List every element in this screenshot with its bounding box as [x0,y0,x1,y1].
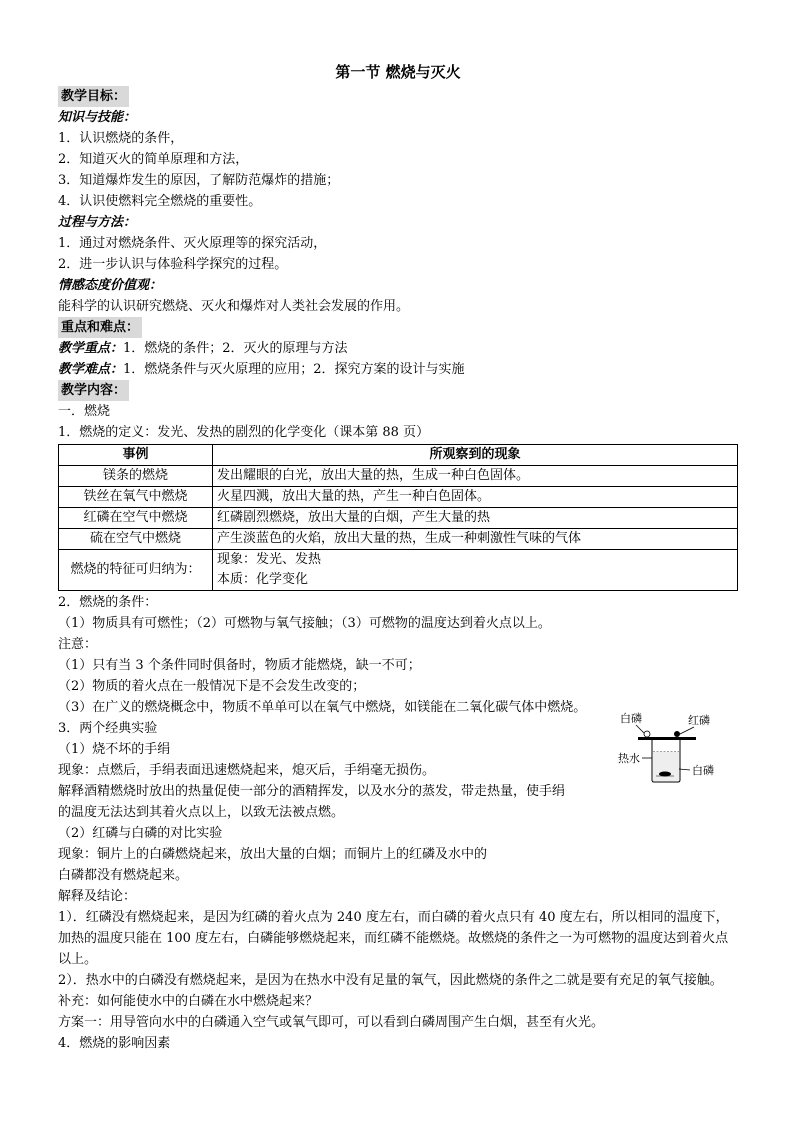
table-cell: 镁条的燃烧 [59,466,213,487]
process-item: 2．进一步认识与体验科学探究的过程。 [58,257,288,272]
difficult-text: 1．燃烧条件与灭火原理的应用；2．探究方案的设计与实施 [123,362,465,377]
table-cell: 火星四溅，放出大量的热，产生一种白色固体。 [213,487,738,508]
summary-cell [213,550,738,591]
white-phosphorus-on-plate [644,731,650,737]
supplement-line: 补充：如何能使水中的白磷在水中燃烧起来？ [58,994,319,1009]
table-row [59,466,738,487]
note-item: （3）在广义的燃烧概念中，物质不单单可以在氧气中燃烧，如镁能在二氧化碳气体中燃烧。 [58,700,587,715]
summary-label: 燃烧的特征可归纳为： [59,550,213,591]
table-header-cell: 事例 [59,445,213,466]
experiment-1-title: （1）烧不坏的手绢 [58,742,171,757]
knowledge-item: 2．知道灭火的简单原理和方法， [58,152,249,167]
key-text: 1．燃烧的条件；2．灭火的原理与方法 [123,341,348,356]
table-header-row [59,445,738,466]
conditions-heading: 2．燃烧的条件： [58,595,158,610]
experiments-heading: 3．两个经典实验 [58,721,158,736]
difficult-label: 教学难点： [58,362,124,377]
experiment-1-explain: 解释酒精燃烧时放出的热量促使一部分的酒精挥发，以及水分的蒸发，带走热量，使手绢 [58,784,566,799]
section-1-heading: 一．燃烧 [58,404,111,419]
emotion-text: 能科学的认识研究燃烧、灭火和爆炸对人类社会发展的作用。 [58,299,410,314]
table-row [59,508,738,529]
knowledge-item: 3．知道爆炸发生的原因，了解防范爆炸的措施； [58,173,340,188]
table-cell: 产生淡蓝色的火焰，放出大量的热，生成一种刺激性气味的气体 [213,529,738,550]
combustion-table [58,444,738,591]
summary-line: 现象：发光、发热 [217,552,322,567]
table-header-cell: 所观察到的现象 [213,445,738,466]
summary-line: 本质：化学变化 [217,572,309,587]
process-heading: 过程与方法： [58,215,137,230]
process-item: 1．通过对燃烧条件、灭火原理等的探究活动， [58,236,327,251]
experiment-2-phenomenon: 白磷都没有燃烧起来。 [58,868,189,883]
key-point [58,338,738,359]
experiment-2-phenomenon: 现象：铜片上的白磷燃烧起来，放出大量的白烟；而铜片上的红磷及水中的 [58,847,488,862]
document-page [58,58,738,1054]
experiment-2-title: （2）红磷与白磷的对比实验 [58,826,223,841]
key-heading: 重点和难点： [58,317,142,338]
definition-line: 1．燃烧的定义：发光、发热的剧烈的化学变化（课本第 88 页） [58,425,430,440]
table-cell: 硫在空气中燃烧 [59,529,213,550]
explain-paragraph: 2）．热水中的白磷没有燃烧起来，是因为在热水中没有足量的氧气，因此燃烧的条件之二就是要有充足的氧气接触。 [58,973,723,988]
experiment-1-explain: 的温度无法达到其着火点以上，以致无法被点燃。 [58,805,345,820]
label-white-phosphorus-top: 白磷 [620,712,642,725]
section-4-heading: 4．燃烧的影响因素 [58,1036,171,1051]
table-cell: 红磷剧烈燃烧，放出大量的白烟，产生大量的热 [213,508,738,529]
emotion-heading: 情感态度价值观： [58,278,163,293]
experiment-1-phenomenon: 现象：点燃后，手绢表面迅速燃烧起来，熄灭后，手绢毫无损伤。 [58,763,436,778]
goals-heading: 教学目标： [58,86,129,107]
table-cell: 红磷在空气中燃烧 [59,508,213,529]
note-heading: 注意： [58,637,98,652]
page-title: 第一节 燃烧与灭火 [335,63,461,81]
red-phosphorus-on-plate [674,731,680,737]
knowledge-item: 1．认识燃烧的条件， [58,131,184,146]
conditions-text: （1）物质具有可燃性；（2）可燃物与氧气接触；（3）可燃物的温度达到着火点以上。 [58,616,551,631]
content-heading: 教学内容： [58,380,129,401]
table-cell: 铁丝在氧气中燃烧 [59,487,213,508]
knowledge-heading: 知识与技能： [58,110,137,125]
plan-line: 方案一：用导管向水中的白磷通入空气或氧气即可，可以看到白磷周围产生白烟，甚至有火光。 [58,1015,605,1030]
knowledge-item: 4．认识使燃料完全燃烧的重要性。 [58,194,262,209]
note-item: （1）只有当 3 个条件同时俱备时，物质才能燃烧，缺一不可； [58,658,421,673]
label-white-phosphorus-bottom: 白磷 [692,764,714,777]
explain-paragraph: 1）．红磷没有燃烧起来，是因为红磷的着火点为 240 度左右，而白磷的着火点只有 40 度左右，所以相同的温度下，加热的温度只能在 100 度左右，白磷能够燃烧起来，而红磷不能燃烧。故燃烧的条件之一为可燃物的温度达到着火点以上。 [58,910,729,967]
note-item: （2）物质的着火点在一般情况下是不会发生改变的； [58,679,366,694]
label-hot-water: 热水 [618,752,640,765]
table-cell: 发出耀眼的白光，放出大量的热，生成一种白色固体。 [213,466,738,487]
phosphorus-experiment-diagram [618,710,728,786]
copper-plate [638,737,696,740]
explain-heading: 解释及结论： [58,889,137,904]
table-summary-row [59,550,738,591]
label-red-phosphorus: 红磷 [688,714,710,727]
table-row [59,529,738,550]
key-label: 教学重点： [58,341,124,356]
table-row [59,487,738,508]
difficult-point [58,359,738,380]
hot-water [653,752,679,781]
